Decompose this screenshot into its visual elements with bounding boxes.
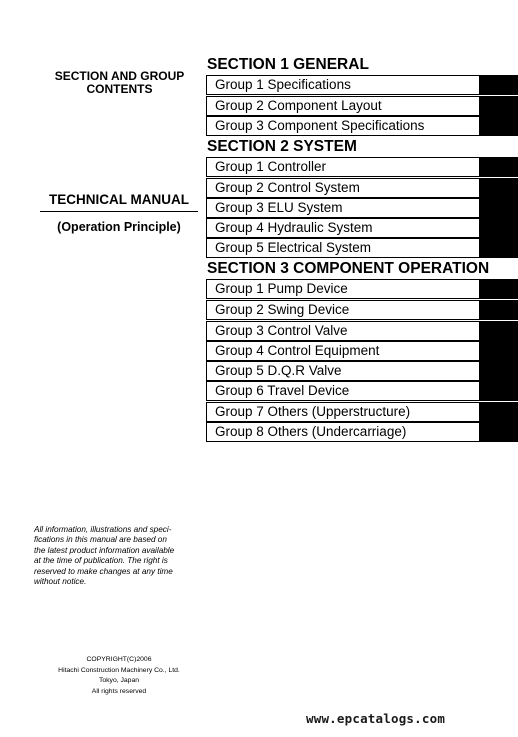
toc-row[interactable] [206,178,518,198]
manual-title: TECHNICAL MANUAL [40,192,198,212]
section-2-title: SECTION 2 SYSTEM [207,138,357,155]
heading-line-1: SECTION AND GROUP [54,69,185,83]
index-tab [480,422,518,442]
toc-entry[interactable]: Group 5 Electrical System [206,238,480,258]
index-tab [480,178,518,198]
heading-line-2: CONTENTS [86,82,153,96]
disclaimer-line: the latest product information available [34,545,175,555]
toc-entry[interactable]: Group 2 Swing Device [206,300,480,320]
section-1-title: SECTION 1 GENERAL [207,56,369,73]
toc-entry[interactable]: Group 6 Travel Device [206,381,480,401]
toc-entry[interactable]: Group 4 Hydraulic System [206,218,480,238]
index-tab [480,116,518,136]
index-tab [480,361,518,381]
toc-row[interactable] [206,198,518,218]
toc-entry[interactable]: Group 2 Component Layout [206,96,480,116]
toc-row[interactable] [206,116,518,136]
toc-entry[interactable]: Group 8 Others (Undercarriage) [206,422,480,442]
toc-entry[interactable]: Group 3 Control Valve [206,321,480,341]
disclaimer-line: at the time of publication. The right is [34,556,168,566]
index-tab [480,300,518,320]
toc-row[interactable] [206,361,518,381]
index-tab [480,198,518,218]
section-3-title: SECTION 3 COMPONENT OPERATION [207,260,490,277]
copyright-line: All rights reserved [91,687,147,695]
toc-row[interactable] [206,321,518,341]
toc-row[interactable] [206,218,518,238]
disclaimer-line: without notice. [34,577,87,587]
toc-row[interactable] [206,75,518,95]
toc-entry[interactable]: Group 2 Control System [206,178,480,198]
index-tab [480,321,518,341]
toc-row[interactable] [206,96,518,116]
toc-entry[interactable]: Group 1 Controller [206,157,480,177]
toc-entry[interactable]: Group 4 Control Equipment [206,341,480,361]
index-tab [480,157,518,177]
section-and-group-contents-heading [38,70,201,96]
toc-entry[interactable]: Group 5 D.Q.R Valve [206,361,480,381]
toc-entry[interactable]: Group 3 Component Specifications [206,116,480,136]
copyright-block [40,655,198,697]
index-tab [480,238,518,258]
index-tab [480,75,518,95]
toc-entry[interactable]: Group 1 Pump Device [206,279,480,299]
toc-row[interactable] [206,402,518,422]
copyright-line: COPYRIGHT(C)2006 [86,656,152,663]
index-tab [480,402,518,422]
index-tab [480,96,518,116]
toc-row[interactable] [206,422,518,442]
toc-entry[interactable]: Group 7 Others (Upperstructure) [206,402,480,422]
index-tab [480,381,518,401]
copyright-line: Tokyo, Japan [98,677,140,684]
index-tab [480,279,518,299]
toc-row[interactable] [206,279,518,299]
index-tab [480,218,518,238]
disclaimer-notice [34,525,200,587]
disclaimer-line: reserved to make changes at any time [34,566,173,576]
toc-entry[interactable]: Group 3 ELU System [206,198,480,218]
disclaimer-line: fications in this manual are based on [34,535,167,545]
toc-row[interactable] [206,238,518,258]
watermark-url: www.epcatalogs.com [306,711,446,726]
index-tab [480,341,518,361]
copyright-line: Hitachi Construction Machinery Co., Ltd. [58,666,180,674]
toc-entry[interactable]: Group 1 Specifications [206,75,480,95]
manual-subtitle: (Operation Principle) [57,220,181,234]
toc-row[interactable] [206,300,518,320]
toc-row[interactable] [206,157,518,177]
disclaimer-line: All information, illustrations and speci- [34,525,172,534]
toc-row[interactable] [206,341,518,361]
toc-row[interactable] [206,381,518,401]
